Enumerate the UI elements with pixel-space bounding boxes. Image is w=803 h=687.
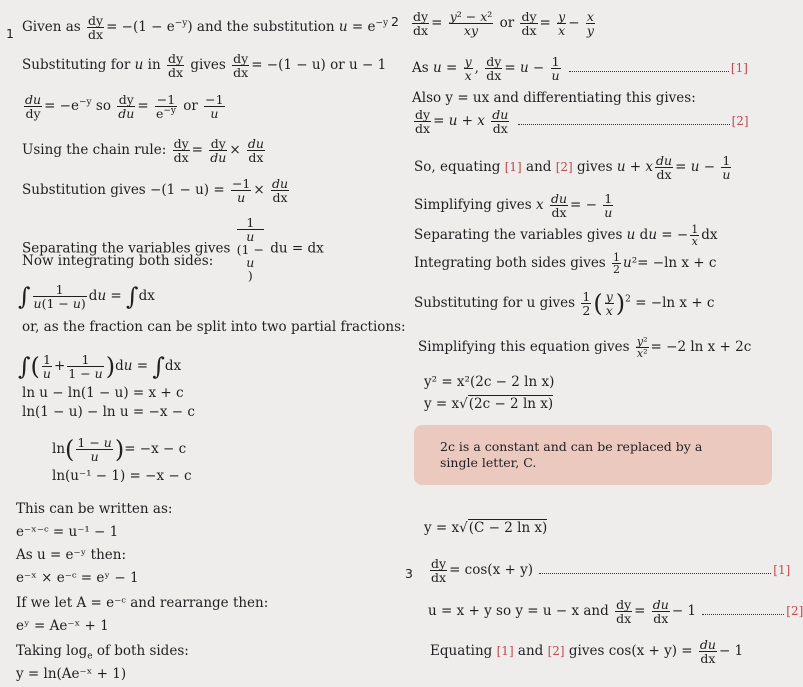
line-partial-fractions: or, as the fraction can be split into two partial fractions:: [22, 319, 406, 335]
line-simplifying-eq: Simplifying this equation gives $\frac{\text{y²}}{\text{x²}}$ = −2 ln x + 2c: [418, 335, 752, 360]
line-given: Given as $\frac{dy}{dx}$ = $-(1 - e^{-y})$ and the substitution $u = e^{-y}$: [22, 13, 389, 42]
line-simplifying: Simplifying gives x $\frac{du}{dx}$ = − $\frac{1}{u}$: [414, 191, 613, 220]
line-also-y: Also y = ux and differentiating this gives:: [412, 90, 696, 106]
line-substituting: Substituting for u in $\frac{dy}{dx}$ gives $\frac{dy}{dx}$ = −(1 − u) or u − 1: [22, 51, 387, 80]
line-integrating-r: Integrating both sides gives $\frac{1}{2}$ u²= −ln x + c: [414, 251, 717, 276]
question-number: 1: [6, 26, 14, 41]
question-number: 2: [391, 14, 399, 29]
line-substituting-u: Substituting for u gives $\frac{1}{2}$ ( $\frac{y}{x}$ )$^2$ = −ln x + c: [414, 289, 715, 318]
question-number: 3: [405, 566, 413, 581]
line-ln-inverse: ln(u⁻¹ − 1) = −x − c: [52, 468, 192, 484]
line-exp-2: e⁻ˣ × e⁻ᶜ = eʸ − 1: [16, 570, 139, 586]
line-y-sqrt: y = x√(2c − 2 ln x): [424, 396, 554, 412]
line-let-a: If we let A = e⁻ᶜ and rearrange then:: [16, 595, 269, 611]
line-chain-rule: Using the chain rule: $\frac{dy}{dx}$ = $\frac{dy}{du}$ × $\frac{du}{dx}$: [22, 136, 264, 165]
line-ln-1: ln u − ln(1 − u) = x + c: [22, 385, 184, 401]
line-exp-3: eʸ = Ae⁻ˣ + 1: [16, 618, 109, 634]
line-y-squared: y² = x²(2c − 2 ln x): [424, 374, 555, 390]
line-now-integrating: Now integrating both sides:: [22, 253, 214, 269]
line-separating-r: Separating the variables gives u du = − $\frac{1}{x}$ dx: [414, 223, 718, 248]
line-exp-1: e⁻ˣ⁻ᶜ = u⁻¹ − 1: [16, 524, 119, 540]
line-as-u: As u = e⁻ʸ then:: [16, 547, 127, 563]
note-text: 2c is a constant and can be replaced by a single letter, C.: [440, 439, 703, 470]
line-written-as: This can be written as:: [16, 501, 173, 517]
line-final-y: y = ln(Ae⁻ˣ + 1): [16, 666, 127, 682]
line-equating: So, equating [1] and [2] gives u + x $\frac{du}{dx}$ = u − $\frac{1}{u}$: [414, 153, 731, 182]
line-substitution: Substitution gives −(1 − u) = $\frac{-1}{u}$ × $\frac{du}{dx}$: [22, 176, 289, 205]
line-ln-fraction: ln( $\frac{1 - u}{u}$ )= −x − c: [52, 435, 187, 464]
line-taking-log: Taking $\log_e$ of both sides:: [16, 643, 189, 662]
line-y-final-sqrt: y = x√(C − 2 ln x): [424, 520, 548, 536]
line-equating-q3: Equating [1] and [2] gives cos(x + y) = $\frac{du}{dx}$ − 1: [430, 637, 744, 666]
line-q3-equation: $\frac{dy}{dx}$ = cos(x + y) [1]: [431, 556, 791, 585]
line-integral-1: ∫ $\frac{1}{u(1 - u)}$ du = ∫dx: [18, 282, 155, 311]
line-separating: Separating the variables gives 1 u (1 − u ) du = dx: [22, 215, 324, 283]
line-du-dy: $\frac{du}{dy}$ = $-e^{-y}$ so $\frac{dy}{du}$ = $\frac{-1}{e^{-y}}$ or $\frac{-1}{u}$: [25, 92, 224, 121]
line-u-x-y: u = x + y so y = u − x and $\frac{dy}{dx}$ = $\frac{du}{dx}$ − 1 [2]: [428, 597, 803, 626]
line-ln-2: ln(1 − u) − ln u = −x − c: [22, 404, 195, 420]
line-q2-equation: $\frac{dy}{dx}$ = $\frac{\text{y² − x²}}{xy}$ or $\frac{dy}{dx}$ = $\frac{y}{x}$ − $\frac{x}{y}$: [413, 9, 594, 38]
line-integral-2: ∫( $\frac{1}{u}$ + $\frac{1}{1 - u}$ )du = ∫dx: [18, 352, 182, 381]
line-dy-dx-u: $\frac{dy}{dx}$ = u + x $\frac{du}{dx}$ [2]: [415, 107, 749, 136]
line-as-u-yx: As u = $\frac{y}{x}$ , $\frac{dy}{dx}$ = u − $\frac{1}{u}$ [1]: [412, 54, 748, 83]
note-box: [414, 425, 772, 485]
